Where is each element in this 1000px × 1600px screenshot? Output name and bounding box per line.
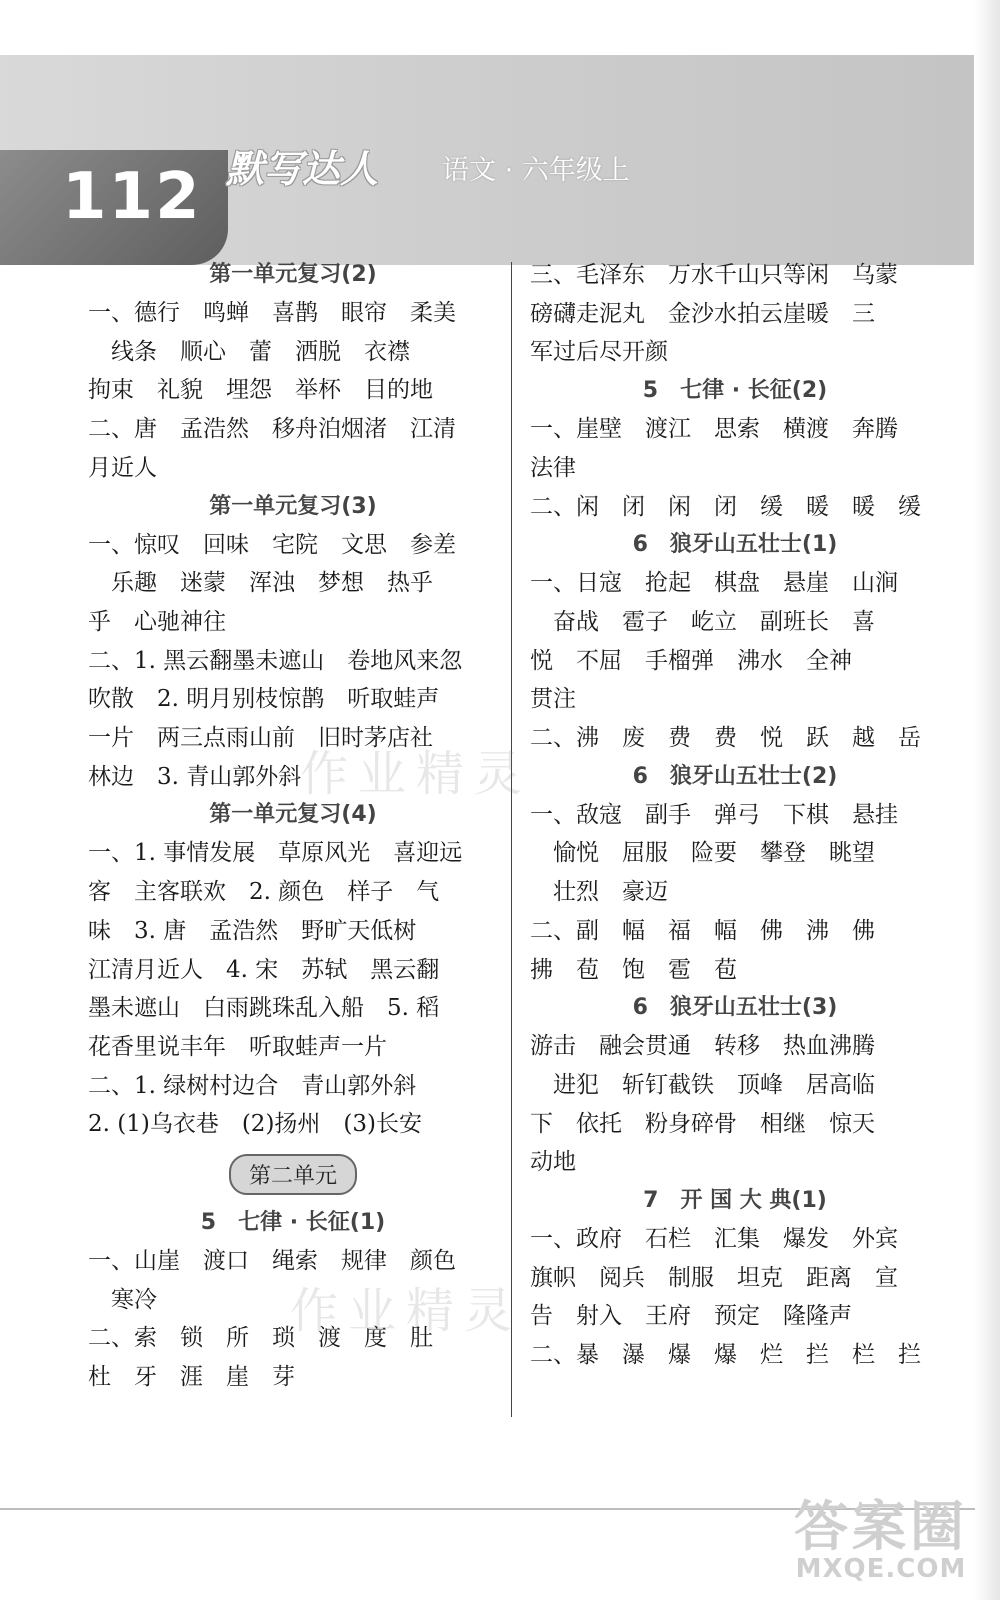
text-line: 愉悦 屈服 险要 攀登 眺望: [530, 840, 875, 867]
text-line: 月近人: [88, 454, 157, 481]
section-heading: 第一单元复习(4): [209, 802, 377, 828]
section-heading: 第一单元复习(2): [209, 262, 377, 287]
text-line: 江清月近人 4. 宋 苏轼 黑云翻: [88, 956, 440, 983]
site-watermark: [794, 1495, 968, 1584]
text-line: 乐趣 迷蒙 浑浊 梦想 热乎: [88, 570, 433, 597]
section-heading: 6 狼牙山五壮士(1): [632, 532, 838, 558]
text-line: 三、毛泽东 万水千山只等闲 乌蒙: [530, 262, 898, 288]
column-divider: [511, 262, 512, 1417]
text-line: 壮烈 豪迈: [530, 879, 668, 906]
ghost-watermark: 作业精灵: [300, 746, 533, 802]
text-line: 2. (1)乌衣巷 (2)扬州 (3)长安: [88, 1111, 422, 1138]
text-line: 一、山崖 渡口 绳索 规律 颜色: [88, 1248, 456, 1275]
lesson-block: [530, 1182, 940, 1375]
unit-badge: 第二单元: [229, 1154, 357, 1195]
section-heading: 7 开 国 大 典(1): [643, 1188, 827, 1214]
text-line: 二、1. 黑云翻墨未遮山 卷地风来忽: [88, 647, 463, 674]
text-line: 一、政府 石栏 汇集 爆发 外宾: [530, 1226, 898, 1253]
continued-block: [530, 256, 940, 372]
page-edge-shadow: [974, 0, 1000, 1600]
review-block: [88, 488, 498, 797]
ghost-watermark: 作业精灵: [290, 1283, 523, 1339]
section-heading: 5 七律 · 长征(1): [200, 1210, 386, 1236]
text-line: 林边 3. 青山郭外斜: [88, 763, 302, 790]
page-number: 112: [62, 160, 202, 234]
text-line: 吹散 2. 明月别枝惊鹊 听取蛙声: [88, 686, 440, 713]
left-column: [88, 256, 498, 1397]
text-line: 乎 心驰神往: [88, 608, 226, 635]
review-block: [88, 796, 498, 1144]
section-heading: 6 狼牙山五壮士(2): [632, 763, 838, 789]
text-line: 客 主客联欢 2. 颜色 样子 气: [88, 879, 440, 906]
review-block: [88, 256, 498, 488]
watermark-logo-text: 答案圈: [794, 1495, 968, 1558]
text-line: 二、沸 废 费 费 悦 跃 越 岳: [530, 725, 921, 752]
text-line: 二、暴 瀑 爆 爆 烂 拦 栏 拦: [530, 1342, 921, 1369]
text-line: 一片 两三点雨山前 旧时茅店社: [88, 725, 433, 752]
text-line: 贯注: [530, 686, 576, 713]
right-column: [530, 256, 940, 1375]
text-line: 杜 牙 涯 崖 芽: [88, 1364, 295, 1391]
text-line: 动地: [530, 1149, 576, 1176]
text-line: 旗帜 阅兵 制服 坦克 距离 宣: [530, 1264, 898, 1291]
text-line: 味 3. 唐 孟浩然 野旷天低树: [88, 917, 417, 944]
lesson-block: [88, 1204, 498, 1397]
text-line: 奋战 雹子 屹立 副班长 喜: [530, 608, 875, 635]
text-line: 二、1. 绿树村边合 青山郭外斜: [88, 1072, 417, 1099]
text-line: 军过后尽开颜: [530, 339, 668, 366]
lesson-block: [530, 372, 940, 526]
text-line: 法律: [530, 454, 576, 481]
text-line: 花香里说丰年 听取蛙声一片: [88, 1033, 387, 1060]
text-line: 一、敌寇 副手 弹弓 下棋 悬挂: [530, 801, 898, 828]
text-line: 寒冷: [88, 1286, 157, 1313]
text-line: 告 射入 王府 预定 隆隆声: [530, 1303, 852, 1330]
text-line: 游击 融会贯通 转移 热血沸腾: [530, 1033, 875, 1060]
text-line: 一、1. 事情发展 草原风光 喜迎远: [88, 840, 463, 867]
text-line: 拂 苞 饱 雹 苞: [530, 956, 737, 983]
series-title: 默写达人: [226, 147, 379, 191]
text-line: 线条 顺心 蕾 洒脱 衣襟: [88, 338, 410, 365]
section-heading: 第一单元复习(3): [209, 493, 377, 519]
text-line: 进犯 斩钉截铁 顶峰 居高临: [530, 1071, 875, 1098]
text-line: 悦 不屈 手榴弹 沸水 全神: [530, 647, 852, 674]
lesson-block: [530, 526, 940, 758]
lesson-block: [530, 758, 940, 990]
text-line: 一、德行 鸣蝉 喜鹊 眼帘 柔美: [88, 300, 456, 326]
text-line: 二、闲 闭 闲 闭 缓 暖 暖 缓: [530, 493, 921, 520]
watermark-url: MXQE.COM: [795, 1554, 967, 1584]
text-line: 一、崖壁 渡江 思索 横渡 奔腾: [530, 416, 898, 443]
subject-grade: 语文 · 六年级上: [442, 155, 630, 186]
text-line: 拘束 礼貌 埋怨 举杯 目的地: [88, 377, 433, 404]
unit-badge-row: [88, 1144, 498, 1204]
lesson-block: [530, 989, 940, 1182]
text-line: 墨未遮山 白雨跳珠乱入船 5. 稻: [88, 995, 440, 1022]
text-line: 二、副 幅 福 幅 佛 沸 佛: [530, 917, 875, 944]
text-line: 一、日寇 抢起 棋盘 悬崖 山涧: [530, 570, 898, 597]
section-heading: 5 七律 · 长征(2): [642, 378, 828, 404]
section-heading: 6 狼牙山五壮士(3): [632, 995, 838, 1021]
text-line: 一、惊叹 回味 宅院 文思 参差: [88, 531, 456, 558]
text-line: 下 依托 粉身碎骨 相继 惊天: [530, 1110, 875, 1137]
text-line: 磅礴走泥丸 金沙水拍云崖暖 三: [530, 300, 875, 327]
text-line: 二、唐 孟浩然 移舟泊烟渚 江清: [88, 416, 456, 443]
text-line: 二、索 锁 所 琐 渡 度 肚: [88, 1325, 433, 1352]
